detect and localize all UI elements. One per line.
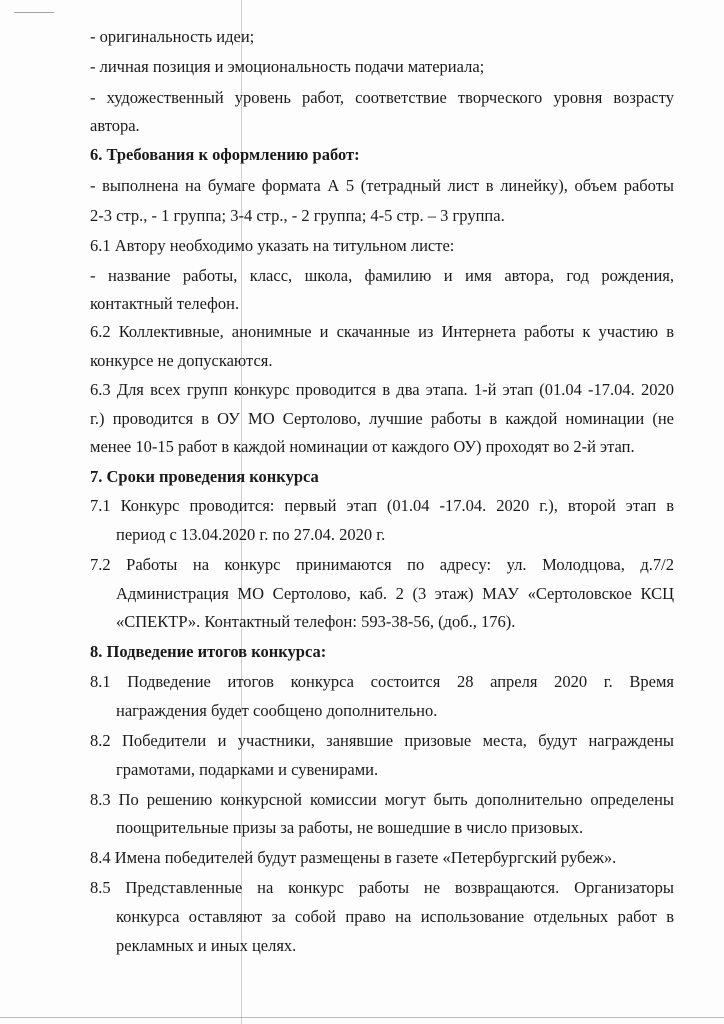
text-line: - название работы, класс, школа, фамилию и имя автора, год рождения, [90,266,674,285]
text-line: Администрация МО Сертолово, каб. 2 (3 этаж) МАУ «Сертоловское КСЦ [116,584,674,603]
text-line: награждения будет сообщено дополнительно. [116,701,438,720]
text-line: 8.1 Подведение итогов конкурса состоится 28 апреля 2020 г. Время [90,672,674,691]
text-line: грамотами, подарками и сувенирами. [116,760,379,779]
section-heading: 6. Требования к оформлению работ: [90,145,360,164]
text-line: 6.1 Автору необходимо указать на титульном листе: [90,236,455,255]
text-line: 7.1 Конкурс проводится: первый этап (01.04 -17.04. 2020 г.), второй этап в [90,496,674,515]
text-line: поощрительные призы за работы, не вошедшие в число призовых. [116,818,584,837]
page-bottom-edge [0,1017,724,1018]
text-line: 6.3 Для всех групп конкурс проводится в два этапа. 1-й этап (01.04 -17.04. 2020 [90,380,674,399]
text-line: рекламных и иных целях. [116,936,297,955]
scan-mark [14,12,54,13]
text-line: 8.5 Представленные на конкурс работы не возвращаются. Организаторы [90,878,674,897]
text-line: - выполнена на бумаге формата А 5 (тетрадный лист в линейку), объем работы [90,176,674,195]
text-line: «СПЕКТР». Контактный телефон: 593-38-56, (доб., 176). [116,612,516,631]
text-line: 6.2 Коллективные, анонимные и скачанные из Интернета работы к участию в [90,322,674,341]
text-line: конкурсе не допускаются. [90,351,273,370]
text-line: 8.2 Победители и участники, занявшие призовые места, будут награждены [90,731,674,750]
section-heading: 8. Подведение итогов конкурса: [90,642,327,661]
text-line: автора. [90,116,140,135]
text-line: менее 10-15 работ в каждой номинации от каждого ОУ) проходят во 2-й этап. [90,437,635,456]
text-line: - личная позиция и эмоциональность подачи материала; [90,57,485,76]
text-line: 2-3 стр., - 1 группа; 3-4 стр., - 2 группа; 4-5 стр. – 3 группа. [90,206,505,225]
text-line: - оригинальность идеи; [90,27,255,46]
text-line: 8.4 Имена победителей будут размещены в газете «Петербургский рубеж». [90,848,617,867]
text-line: период с 13.04.2020 г. по 27.04. 2020 г. [116,525,386,544]
text-line: 7.2 Работы на конкурс принимаются по адресу: ул. Молодцова, д.7/2 [90,555,674,574]
text-line: - художественный уровень работ, соответствие творческого уровня возрасту [90,88,674,107]
text-line: г.) проводится в ОУ МО Сертолово, лучшие работы в каждой номинации (не [90,409,674,428]
section-heading: 7. Сроки проведения конкурса [90,467,319,486]
text-line: 8.3 По решению конкурсной комиссии могут быть дополнительно определены [90,790,674,809]
text-line: конкурса оставляют за собой право на использование отдельных работ в [116,907,674,926]
text-line: контактный телефон. [90,294,240,313]
